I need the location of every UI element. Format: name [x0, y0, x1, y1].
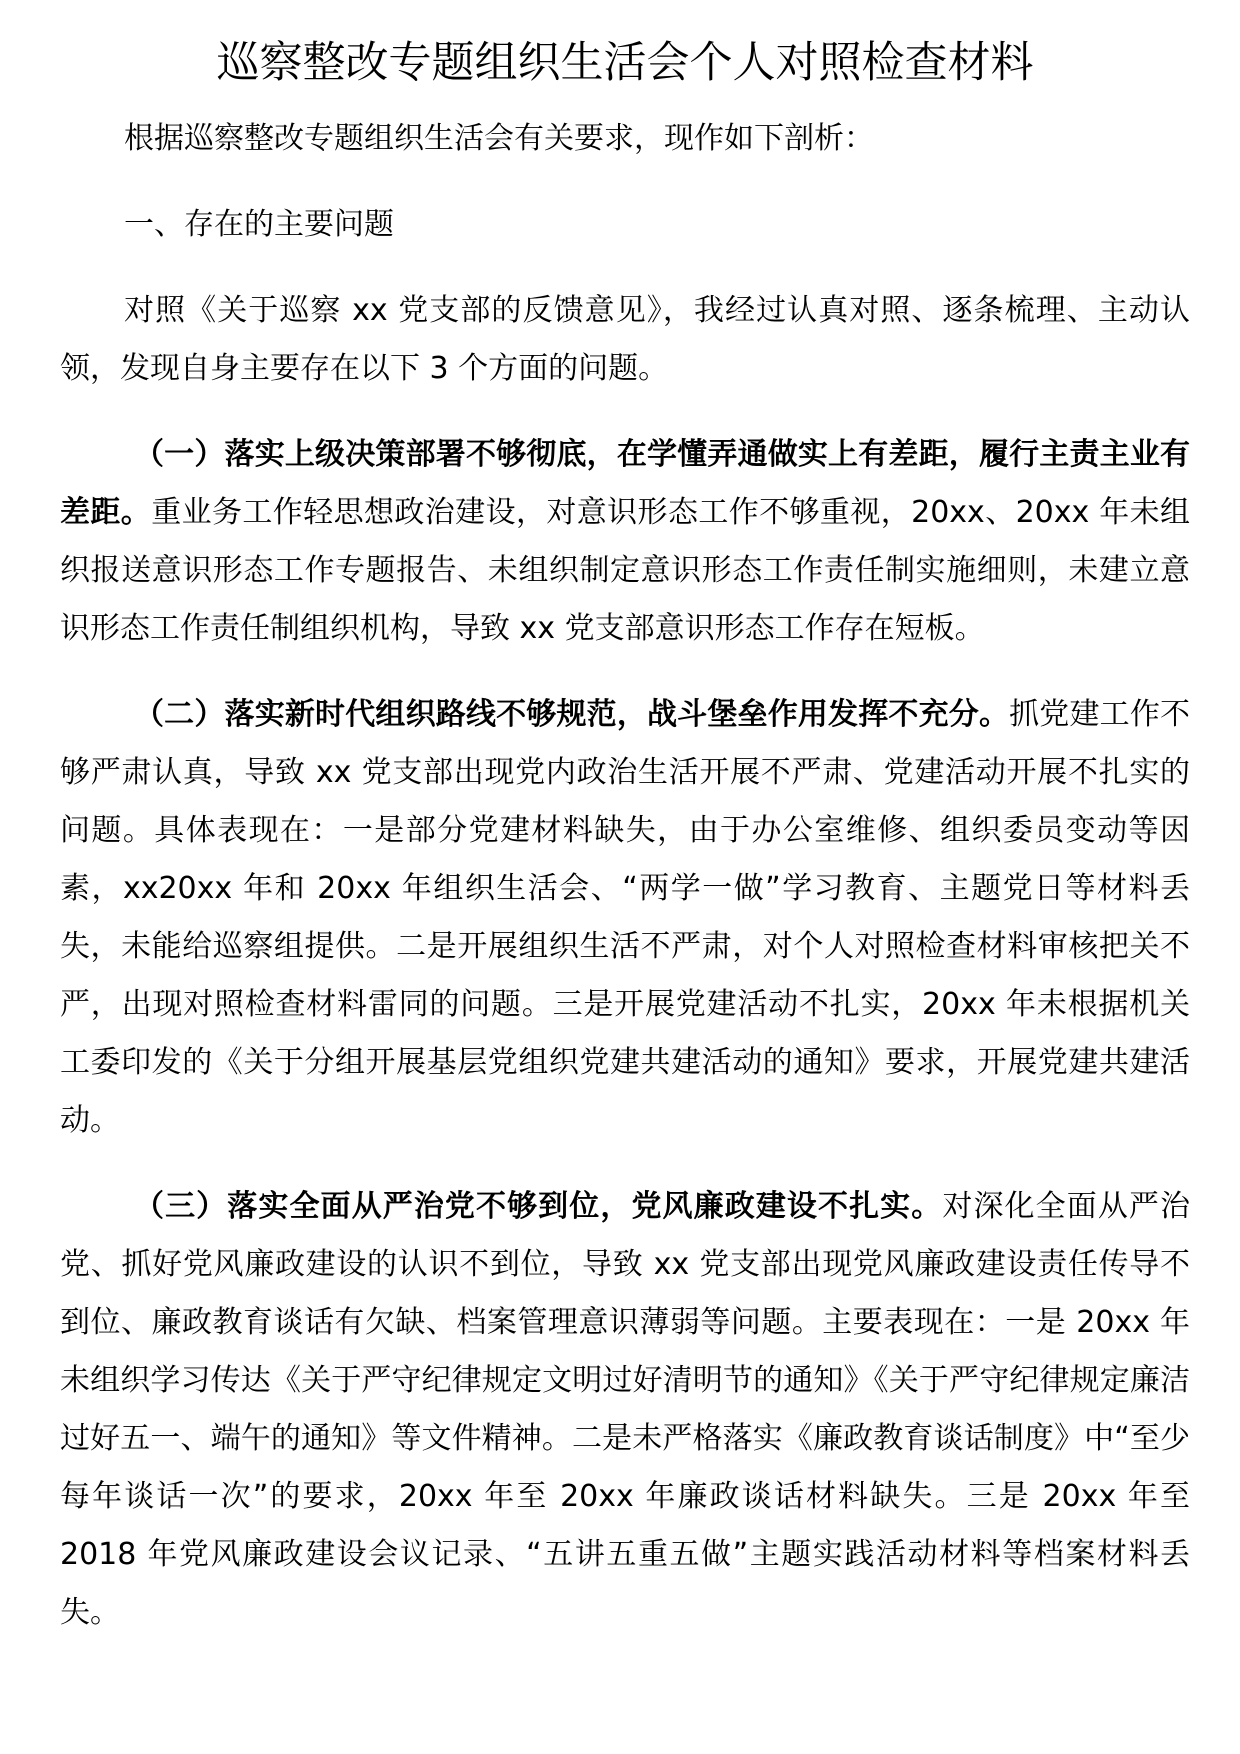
issue-lead-2: （二）落实新时代组织路线不够规范，战斗堡垒作用发挥不充分。: [134, 697, 1010, 732]
issue-lead-3: （三）落实全面从严治党不够到位，党风廉政建设不扎实。: [134, 1189, 943, 1224]
issue-body-1: 重业务工作轻思想政治建设，对意识形态工作不够重视，20xx、20xx 年未组织报送意识形态工作专题报告、未组织制定意识形态工作责任制实施细则，未建立意识形态工作责任制组织机构，导致 xx 党支部意识形态工作存在短板。: [60, 495, 1191, 646]
document-title: 巡察整改专题组织生活会个人对照检查材料: [216, 38, 1034, 88]
issue-lead-1: （一）落实上级决策部署不够彻底，在学懂弄通做实上有差距，履行主责主业有差距。: [60, 437, 1190, 530]
issue-paragraph-3: [60, 1178, 1190, 1642]
section-heading: 一、存在的主要问题: [124, 207, 394, 242]
intro-paragraph: 根据巡察整改专题组织生活会有关要求，现作如下剖析：: [124, 121, 874, 156]
overview-paragraph: 对照《关于巡察 xx 党支部的反馈意见》，我经过认真对照、逐条梳理、主动认领，发现自身主要存在以下 3 个方面的问题。: [60, 293, 1190, 386]
issue-paragraph-2: [60, 686, 1190, 1150]
issue-paragraph-1: [60, 426, 1190, 658]
issue-body-2: 抓党建工作不够严肃认真，导致 xx 党支部出现党内政治生活开展不严肃、党建活动开展不扎实的问题。具体表现在：一是部分党建材料缺失，由于办公室维修、组织委员变动等因素，xx20xx 年和 20xx 年组织生活会、“两学一做”学习教育、主题党日等材料丢失，未能给巡察组提供。二是开展组织生活不严肃，对个人对照检查材料审核把关不严，出现对照检查材料雷同的问题。三是开展党建活动不扎实，20xx 年未根据机关工委印发的《关于分组开展基层党组织党建共建活动的通知》要求，开展党建共建活动。: [60, 697, 1191, 1138]
issue-body-3: 对深化全面从严治党、抓好党风廉政建设的认识不到位，导致 xx 党支部出现党风廉政建设责任传导不到位、廉政教育谈话有欠缺、档案管理意识薄弱等问题。主要表现在：一是 20xx 年未组织学习传达《关于严守纪律规定文明过好清明节的通知》《关于严守纪律规定廉洁过好五一、端午的通知》等文件精神。二是未严格落实《廉政教育谈话制度》中“至少每年谈话一次”的要求，20xx 年至 20xx 年廉政谈话材料缺失。三是 20xx 年至 2018 年党风廉政建设会议记录、“五讲五重五做”主题实践活动材料等档案材料丢失。: [60, 1189, 1191, 1630]
